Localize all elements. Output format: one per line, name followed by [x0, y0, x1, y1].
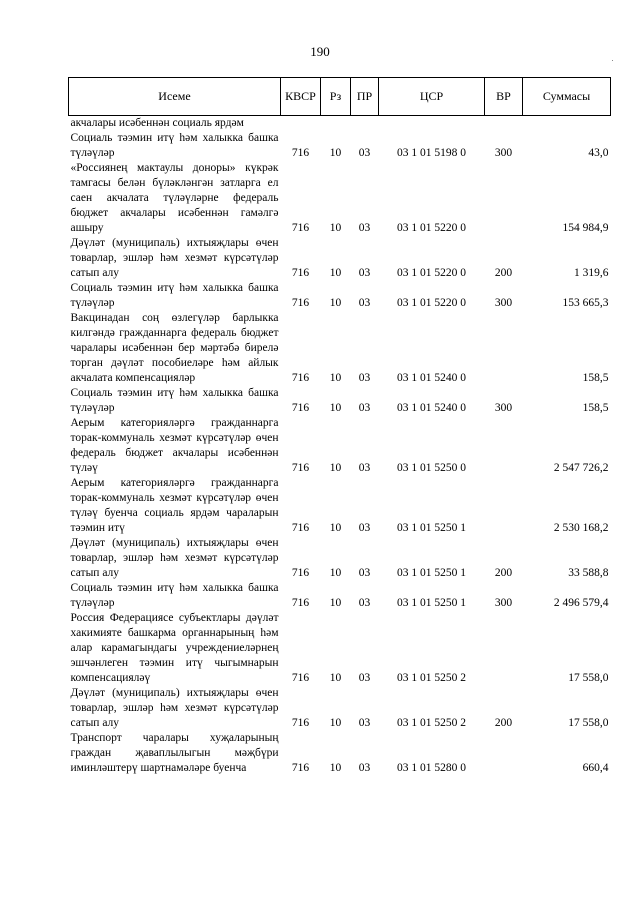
row-csr: 03 1 01 5220 0 — [397, 297, 466, 309]
header-pr: ПР — [351, 78, 379, 116]
table-row — [69, 476, 611, 536]
row-kvsr: 716 — [291, 717, 310, 729]
row-pr: 03 — [358, 267, 371, 279]
row-pr: 03 — [358, 597, 371, 609]
row-name: Аерым категорияләргә гражданнарга торак-коммуналь хезмәт күрсәтүләр өчен федераль бюджет акчалары исәбеннән түләү — [70, 417, 279, 474]
table-row — [69, 386, 611, 416]
row-csr: 03 1 01 5280 0 — [397, 762, 466, 774]
row-rz: 10 — [329, 222, 342, 234]
row-sum: 1 319,6 — [574, 267, 609, 279]
row-name: акчалары исәбеннән социаль ярдәм — [70, 117, 244, 129]
row-vr — [485, 731, 523, 776]
row-rz: 10 — [329, 597, 342, 609]
row-kvsr: 716 — [291, 222, 310, 234]
row-sum: 33 588,8 — [568, 567, 609, 579]
row-name: Социаль тәэмин итү һәм халыкка башка түләүләр — [70, 582, 279, 609]
table-row — [69, 611, 611, 686]
row-kvsr: 716 — [291, 402, 310, 414]
row-sum: 2 530 168,2 — [553, 522, 609, 534]
header-name: Исеме — [69, 78, 281, 116]
row-pr: 03 — [358, 147, 371, 159]
row-kvsr: 716 — [291, 297, 310, 309]
row-csr: 03 1 01 5220 0 — [397, 222, 466, 234]
row-kvsr: 716 — [291, 147, 310, 159]
header-sum: Суммасы — [523, 78, 611, 116]
row-name: Социаль тәэмин итү һәм халыкка башка түләүләр — [70, 387, 279, 414]
row-name: Социаль тәэмин итү һәм халыкка башка түләүләр — [70, 132, 279, 159]
row-kvsr: 716 — [291, 267, 310, 279]
row-pr: 03 — [358, 762, 371, 774]
row-pr: 03 — [358, 567, 371, 579]
row-vr: 300 — [494, 597, 513, 609]
row-sum: 153 665,3 — [562, 297, 609, 309]
row-vr — [485, 311, 523, 386]
row-kvsr: 716 — [291, 597, 310, 609]
row-csr: 03 1 01 5250 0 — [397, 462, 466, 474]
row-vr — [485, 476, 523, 536]
row-vr: 300 — [494, 147, 513, 159]
row-rz: 10 — [329, 672, 342, 684]
table-row-continuation — [69, 116, 611, 132]
row-pr: 03 — [358, 402, 371, 414]
row-sum: 17 558,0 — [568, 672, 609, 684]
row-csr: 03 1 01 5240 0 — [397, 402, 466, 414]
row-vr: 300 — [494, 402, 513, 414]
row-vr — [485, 416, 523, 476]
row-csr: 03 1 01 5250 2 — [397, 672, 466, 684]
row-kvsr: 716 — [291, 462, 310, 474]
row-vr: 200 — [494, 267, 513, 279]
row-pr: 03 — [358, 717, 371, 729]
table-row — [69, 416, 611, 476]
row-name: «Россиянең мактаулы доноры» күкрәк тамгасы белән бүләкләнгән затларга ел саен акчалата түләүләрне федераль бюджет акчалары исәбеннән гамәлгә ашыру — [70, 162, 279, 234]
row-sum: 17 558,0 — [568, 717, 609, 729]
row-pr: 03 — [358, 462, 371, 474]
row-rz: 10 — [329, 717, 342, 729]
page-number: 190 — [310, 44, 330, 59]
row-rz: 10 — [329, 522, 342, 534]
scan-mark — [612, 60, 613, 61]
row-kvsr: 716 — [291, 762, 310, 774]
row-rz: 10 — [329, 402, 342, 414]
header-vr: ВР — [485, 78, 523, 116]
row-kvsr: 716 — [291, 372, 310, 384]
row-name: Социаль тәэмин итү һәм халыкка башка түләүләр — [70, 282, 279, 309]
row-rz: 10 — [329, 147, 342, 159]
row-sum: 2 496 579,4 — [553, 597, 609, 609]
table-row — [69, 581, 611, 611]
table-row — [69, 731, 611, 776]
row-name: Транспорт чаралары хуҗаларының граждан җаваплылыгын мәҗбүри иминләштерү шартнамәләре буенча — [70, 732, 279, 774]
row-csr: 03 1 01 5250 2 — [397, 717, 466, 729]
row-sum: 154 984,9 — [562, 222, 609, 234]
row-pr: 03 — [358, 222, 371, 234]
row-vr — [485, 161, 523, 236]
row-sum: 660,4 — [582, 762, 609, 774]
row-vr — [485, 611, 523, 686]
row-pr: 03 — [358, 372, 371, 384]
row-kvsr: 716 — [291, 672, 310, 684]
row-rz: 10 — [329, 267, 342, 279]
row-csr: 03 1 01 5250 1 — [397, 522, 466, 534]
table-row — [69, 686, 611, 731]
header-csr: ЦСР — [379, 78, 485, 116]
row-name: Россия Федерациясе субъектлары дәүләт хакимияте башкарма органнарының һәм алар карамагындагы учреждениеләрнең эшчәнлеген тәэмин итү чыгымнарын компенсацияләү — [70, 612, 279, 684]
row-rz: 10 — [329, 462, 342, 474]
row-vr: 200 — [494, 717, 513, 729]
header-kvsr: КВСР — [281, 78, 321, 116]
row-sum: 2 547 726,2 — [553, 462, 609, 474]
row-rz: 10 — [329, 567, 342, 579]
table-row — [69, 281, 611, 311]
header-rz: Рз — [321, 78, 351, 116]
row-name: Дәүләт (муниципаль) ихтыяҗлары өчен товарлар, эшләр һәм хезмәт күрсәтүләр сатып алу — [70, 537, 279, 579]
row-name: Дәүләт (муниципаль) ихтыяҗлары өчен товарлар, эшләр һәм хезмәт күрсәтүләр сатып алу — [70, 237, 279, 279]
row-kvsr: 716 — [291, 567, 310, 579]
row-vr: 200 — [494, 567, 513, 579]
row-rz: 10 — [329, 372, 342, 384]
row-name: Дәүләт (муниципаль) ихтыяҗлары өчен товарлар, эшләр һәм хезмәт күрсәтүләр сатып алу — [70, 687, 279, 729]
row-kvsr: 716 — [291, 522, 310, 534]
row-pr: 03 — [358, 522, 371, 534]
row-rz: 10 — [329, 297, 342, 309]
row-csr: 03 1 01 5250 1 — [397, 567, 466, 579]
row-csr: 03 1 01 5220 0 — [397, 267, 466, 279]
budget-table — [68, 77, 611, 776]
table-header-row — [69, 78, 611, 116]
row-vr: 300 — [494, 297, 513, 309]
table-row — [69, 236, 611, 281]
row-csr: 03 1 01 5240 0 — [397, 372, 466, 384]
row-pr: 03 — [358, 672, 371, 684]
table-row — [69, 536, 611, 581]
row-name: Вакцинадан соң өзлегүләр барлыкка килгәндә гражданнарга федераль бюджет чаралары исәбеннән бер мәртәбә бирелә торган дәүләт пособиеләре һәм айлык акчалата компенсацияләр — [70, 312, 279, 384]
row-rz: 10 — [329, 762, 342, 774]
row-csr: 03 1 01 5250 1 — [397, 597, 466, 609]
row-sum: 43,0 — [588, 147, 609, 159]
row-name: Аерым категорияләргә гражданнарга торак-коммуналь хезмәт күрсәтүләр өчен түләү буенча социаль ярдәм чараларын тәэмин итү — [70, 477, 279, 534]
row-sum: 158,5 — [582, 402, 609, 414]
table-row — [69, 131, 611, 161]
row-pr: 03 — [358, 297, 371, 309]
table-row — [69, 161, 611, 236]
row-sum: 158,5 — [582, 372, 609, 384]
row-csr: 03 1 01 5198 0 — [397, 147, 466, 159]
table-row — [69, 311, 611, 386]
